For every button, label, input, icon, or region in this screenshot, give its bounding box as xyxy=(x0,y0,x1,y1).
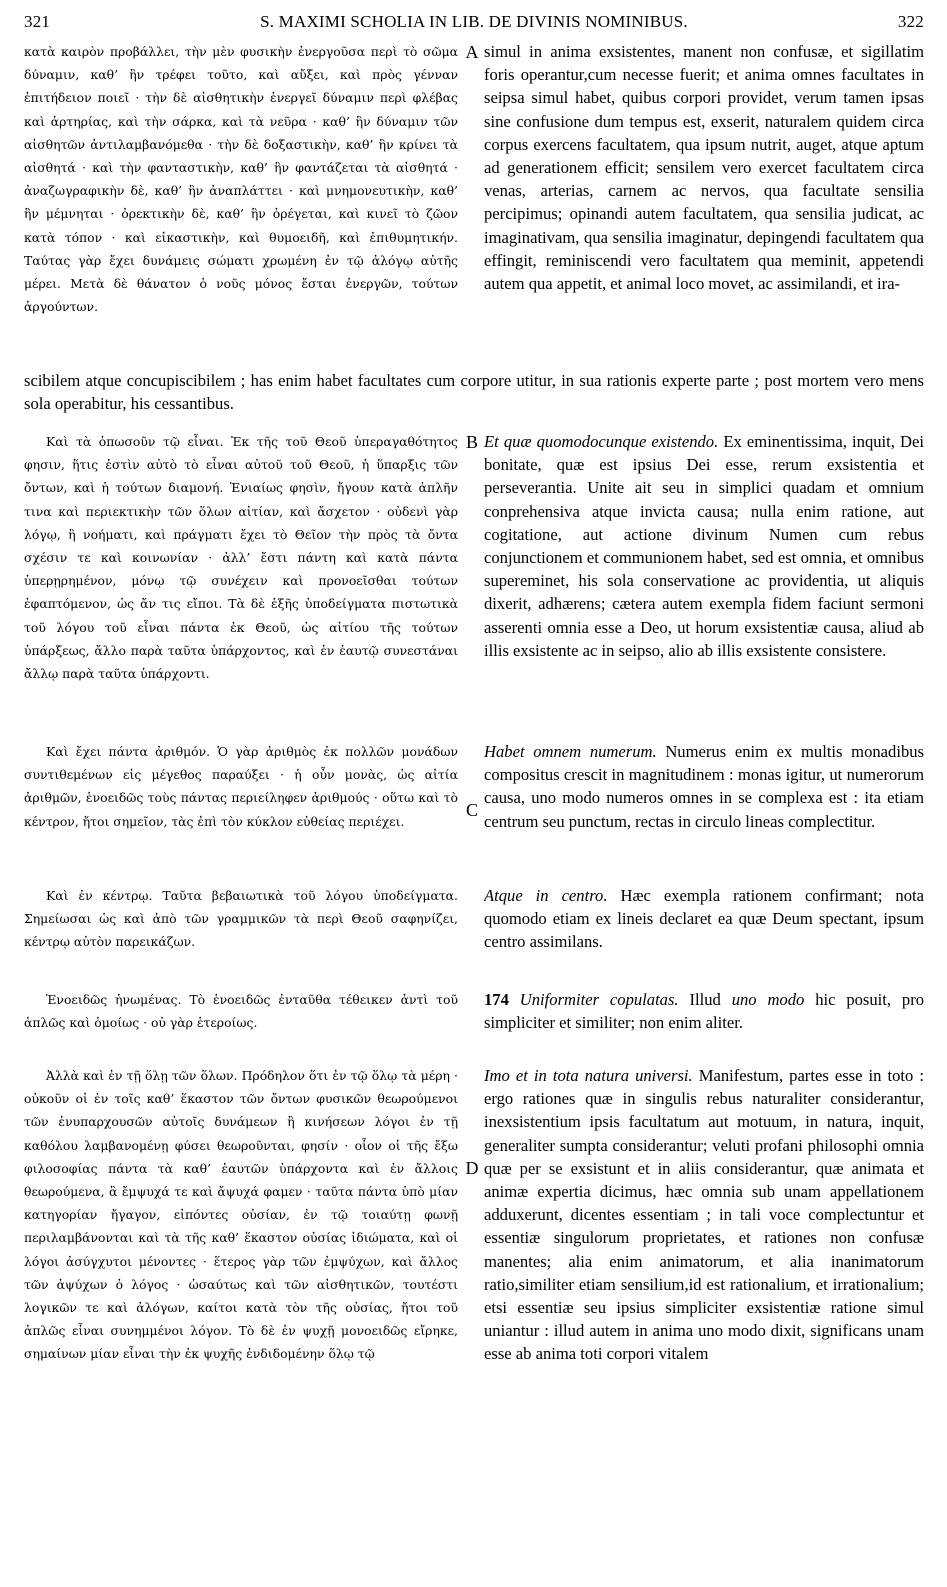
latin-lemma: Et quæ quomodocunque existendo. xyxy=(484,432,719,451)
latin-paragraph: Atque in centro. Hæc exempla rationem confirmant; nota quomodo etiam ex lineis declaret ea quæ Deum spectant, ipsum centro assimilans. xyxy=(484,886,924,952)
greek-paragraph: Καὶ ἔχει πάντα ἀριθμόν. Ὁ γὰρ ἀριθμὸς ἐκ πολλῶν μονάδων συντιθεμένων εἰς μέγεθος παραύξει · ἡ οὖν μονὰς, ὡς αἰτία ἀριθμῶν, ἑνοειδῶς τοὺς πάντας περιείληφεν ἀριθμούς · οὕτω καὶ τὸ κέντρον, ἤτοι σημεῖον, τὰς ἐπὶ τὸν κύκλον εὐθείας περιέχει. xyxy=(24,744,458,829)
latin-column-block-3 xyxy=(484,740,924,878)
page-number-left: 321 xyxy=(24,12,51,31)
latin-lemma: Habet omnem numerum. xyxy=(484,742,657,761)
latin-column-block-5 xyxy=(484,988,924,1060)
greek-paragraph: Ἀλλὰ καὶ ἐν τῇ ὅλῃ τῶν ὅλων. Πρόδηλον ὅτι ἐν τῷ ὅλῳ τὰ μέρη · οὐκοῦν οἱ ἐν τοῖς καθ’ ἕκαστον τῶν ὄντων φυσικῶν θεωρούμενοι τῶν ἐνυπαρχουσῶν αὐτοῖς δυνάμεων ἢ κινήσεων λόγοι ἐν τῇ καθόλου λαμβανομένῃ φύσει θεωροῦνται, φησίν · οἷον οἱ τῆς ἔξω φιλοσοφίας πάντα τὰ καθ’ ἑαυτῶν ὑπάρχοντα καὶ ἐν ἄλλοις θεωρούμενα, ἃ ἔμψυχά τε καὶ ἄψυχά φαμεν · ταῦτα πάντα ὑπὸ μίαν κατηγορίαν ἤγαγον, εἰπόντες οὐσίαν, ἐν τῷ τοιαύτῃ φωνῇ περιλαμβάνονται καὶ τὰ τῆς καθ’ ἕκαστον οὐσίας ἰδιώματα, καὶ οἱ λόγοι ἀσύγχυτοι μένοντες · ἕτερος γὰρ τῶν ἐμψύχων, καὶ ἄλλος τῶν ἀψύχων ὁ λόγος · ὡσαύτως καὶ τῶν αἰσθητικῶν, τουτέστι λογικῶν τε καὶ ἀλόγων, καίτοι κατὰ τὸν τῆς οὐσίας, ἤτοι τοῦ ἁπλῶς εἶναι συνημμένοι λόγον. Τὸ δὲ ἐν ψυχῇ μονοειδῶς εἴρηκε, σημαίνων μίαν εἶναι τὴν ἐκ ψυχῆς ἐνδιδομένην ὅλῳ τῷ xyxy=(24,1068,458,1362)
margin-letter-d: D xyxy=(465,1158,479,1178)
latin-lemma: Imo et in tota natura universi. xyxy=(484,1066,693,1085)
latin-paragraph: simul in anima exsistentes, manent non confusæ, et sigillatim foris operantur,cum necesse fuerit; et anima omnes facultates in seipsa simul habet, quibus corpori providet, verum tamen ipsas sine confusione dum tempus est, exserit, naturalem quidem circa corpus exercens facultatem, qua ipsum nutrit, auget, atque aptum ad generationem efficit; sensilem vero exercet facultatem circa venas, arterias, carnem ac nervos, qua facultate sensilia percipimus; opinandi autem facultatem, qua sensilia judicat, ac imaginativam, qua sensilia imaginatur, depingendi facultatem qua effingit, reminiscendi vero facultatem qua meminit, appetendi autem qua appetit, et animal loco movet, ac assimilandi, et ira- xyxy=(484,42,924,294)
greek-column-block-3 xyxy=(24,740,458,860)
latin-fullwidth-continuation: scibilem atque concupiscibilem ; has enim habet facultates cum corpore utitur, in sua rationis experte parte ; post mortem vero mens sola operabitur, his cessantibus. xyxy=(24,371,924,414)
page-title: S. MAXIMI SCHOLIA IN LIB. DE DIVINIS NOMINIBUS. xyxy=(260,12,688,31)
greek-column-block-2 xyxy=(24,430,458,736)
margin-letter-b: B xyxy=(465,432,478,452)
greek-column-block-1 xyxy=(24,40,458,368)
greek-paragraph: Ἑνοειδῶς ἡνωμένας. Τὸ ἑνοειδῶς ἐνταῦθα τέθεικεν ἀντὶ τοῦ ἁπλῶς καὶ ὁμοίως · οὐ γὰρ ἑτεροίως. xyxy=(24,992,458,1031)
margin-letter-a: A xyxy=(465,42,479,62)
latin-lemma: Atque in centro. xyxy=(484,886,608,905)
margin-letter-c: C xyxy=(465,800,478,820)
latin-column-block-6 xyxy=(484,1064,924,1574)
greek-column-block-5 xyxy=(24,988,458,1060)
greek-paragraph: Καὶ ἐν κέντρῳ. Ταῦτα βεβαιωτικὰ τοῦ λόγου ὑποδείγματα. Σημείωσαι ὡς καὶ ἀπὸ τῶν γραμμικῶν τὰ περὶ Θεοῦ σαφηνίζει, κέντρῳ αὐτὸν παρεικάζων. xyxy=(24,888,458,950)
running-header xyxy=(24,8,924,36)
latin-column-block-2 xyxy=(484,430,924,736)
greek-column-block-6 xyxy=(24,1064,458,1574)
latin-paragraph: Et quæ quomodocunque existendo. Ex eminentissima, inquit, Dei bonitate, quæ est ipsius Dei esse, rerum exsistentia et perseverantia. Unite ait seu in simplici quadam et omnium conprehensiva atque invicta causa; nulla enim ratione, aut cogitatione, aut actione divinum Numen cum rebus conjunctionem et communionem habet, sed est omnia, et omnibus supereminet, his sola conservatione ac providentia, ut aliquis dixerit, adhærens; cætera autem exempla fidem faciunt sermoni asserenti omnia esse a Deo, ut horum exsistentiæ causa, aliud ab illis exsistente ac in seipso, alio ab illis exsistente consistere. xyxy=(484,432,924,660)
greek-paragraph: Καὶ τὰ ὁπωσοῦν τῷ εἶναι. Ἐκ τῆς τοῦ Θεοῦ ὑπεραγαθότητος φησιν, ἥτις ἐστὶν αὐτὸ τὸ εἶναι αὐτοῦ τοῦ Θεοῦ, ἡ ὕπαρξις τῶν ὄντων, καὶ ἡ τούτων διαμονή. Ἑνιαίως φησὶν, ἤγουν κατὰ ἁπλῆν τινα καὶ περιεκτικὴν τῶν ὅλων αἰτίαν, καὶ ἄσχετον · οὐδενὶ γὰρ λόγῳ, ἢ νοήματι, καὶ πράγματι ἔχει τὸ Θεῖον τὴν πρὸς τὰ ὄντα σχέσιν τε καὶ κοινωνίαν · ἀλλ’ ἔστι πάντη καὶ κατὰ πάντα ὑπερῃρημένον, μόνῳ τῷ συνέχειν καὶ προνοεῖσθαι τούτων ἐφαπτόμενον, ὡς ἄν τις εἴποι. Τὰ δὲ ἑξῆς ὑποδείγματα πιστωτικὰ τοῦ λόγου τοῦ εἶναι πάντα ἐκ Θεοῦ, ὡς αἰτίου τῆς τούτων ὑπάρξεως, ἄλλο παρὰ ταῦτα ὑπάρχοντος, καὶ ἐν ἑαυτῷ συνεστάναι ἄλλῳ παρὰ ταῦτα ὑπάρχοντι. xyxy=(24,434,458,682)
latin-column-block-4 xyxy=(484,884,924,956)
latin-lemma: Uniformiter copulatas. xyxy=(519,990,679,1009)
page-number-right: 322 xyxy=(897,12,924,31)
latin-paragraph: Habet omnem numerum. Numerus enim ex multis monadibus compositus crescit in magnitudinem : monas igitur, ut numerorum causa, uno modo numeros omnes in se complexa est : ita etiam centrum seu punctum, rectas in circulo lineas complectitur. xyxy=(484,742,924,831)
greek-paragraph: κατὰ καιρὸν προβάλλει, τὴν μὲν φυσικὴν ἐνεργοῦσα περὶ τὸ σῶμα δύναμιν, καθ’ ἣν τρέφει τοῦτο, καὶ αὔξει, καὶ πρὸς γένναν ἐπιτήδειον ποιεῖ · τὴν δὲ αἰσθητικὴν ἐνεργεῖ δύναμιν περὶ φλέβας καὶ ἀρτηρίας, καὶ τὴν σάρκα, καὶ τὰ νεῦρα · καθ’ ἣν δύναμιν τῶν αἰσθητῶν ἀντιλαμβανόμεθα · τὴν δὲ δοξαστικὴν, καθ’ ἣν κρίνει τὰ αἰσθητά · καὶ τὴν φανταστικὴν, καθ’ ἣν φαντάζεται τὰ αἰσθητά · ἀναζωγραφικὴν δὲ, καθ’ ἣν ἀναπλάττει · καὶ μνημονευτικὴν, καθ’ ἣν μέμνηται · ὀρεκτικὴν δὲ, καθ’ ἣν ὀρέγεται, καὶ κινεῖ τὸ ζῶον κατὰ τόπον · καὶ εἰκαστικὴν, καὶ θυμοειδῆ, καὶ ἐπιθυμητικήν. Ταύτας γὰρ ἔχει δυνάμεις σώματι χρωμένη ἐν τῷ ἀλόγῳ αὐτῆς μέρει. Μετὰ δὲ θάνατον ὁ νοῦς μόνος ἔσται ἐνεργῶν, τούτων ἀργούντων. xyxy=(24,44,458,315)
section-number: 174 xyxy=(484,990,509,1009)
latin-column-block-1 xyxy=(484,40,924,368)
latin-paragraph: Imo et in tota natura universi. Manifestum, partes esse in toto : ergo rationes quæ in singulis rebus naturaliter considerantur, inexsistentium ipsis facultatum aut motuum, in natura, inquit, generaliter sumpta considerantur; veluti profani philosophi omnia quæ per se exsistunt et in aliis considerantur, quæ animata et animæ expertia dicimus, hæc omnia sub unam appellationem adduxerunt, dicentes essentiam ; in tali voce complectuntur et essentiæ singulorum proprietates, et rationes non confusæ manentes; alia enim animatorum, et alia inanimatorum ratio,similiter etiam sensilium,id est rationalium, et irrationalium; etsi essentiæ seu ipsius simpliciter exsistentiæ ratione simul uniantur : illud autem in anima uno modo dixit, significans unam esse ab anima toti corpori vitalem xyxy=(484,1066,924,1364)
latin-paragraph: 174 Uniformiter copulatas. Illud uno modo hic posuit, pro simpliciter et similiter; non enim aliter. xyxy=(484,990,924,1033)
greek-column-block-4 xyxy=(24,884,458,980)
